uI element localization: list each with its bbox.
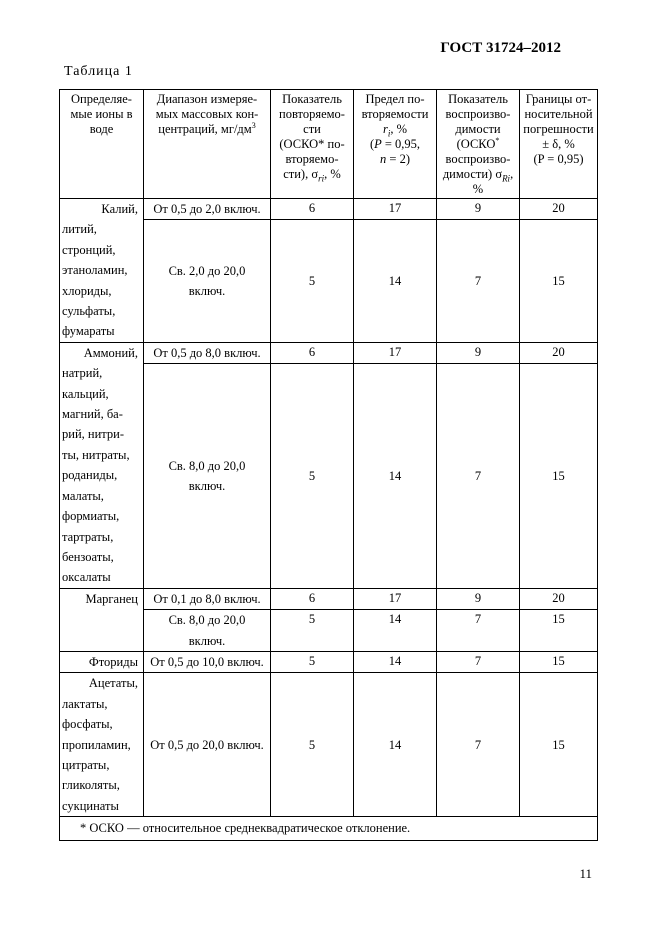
ion-name: фосфаты,: [62, 717, 113, 732]
ion-name: пропиламин,: [62, 737, 131, 752]
ion-name: гликоляты,: [62, 778, 120, 793]
header-repeatability-index: Показатель повторяемо- сти (ОСКО* по- вторяемо- сти), $\sigma_{ri}$, %: [271, 90, 354, 199]
error-bound-cell: 15: [520, 220, 598, 342]
table-caption: Таблица 1: [64, 64, 133, 79]
ion-name: хлориды,: [62, 283, 112, 298]
repeatability-index-cell: 5: [271, 364, 354, 588]
ion-name: стронций,: [62, 242, 116, 257]
range-text: включ.: [188, 284, 226, 299]
range-text: включ.: [188, 478, 226, 493]
range-text: Св. 8,0 до 20,0: [168, 613, 246, 628]
ion-name: лактаты,: [62, 696, 108, 711]
repeatability-limit-cell: 17: [354, 199, 437, 220]
reproducibility-index-cell: 9: [437, 342, 520, 363]
ion-name: этаноламин,: [62, 263, 128, 278]
reproducibility-index-cell: 7: [437, 673, 520, 817]
ion-name: оксалаты: [62, 570, 111, 585]
range-text: От 0,1 до 8,0 включ.: [153, 591, 261, 606]
footnote: * ОСКО — относительное среднеквадратическое отклонение.: [60, 817, 598, 841]
reproducibility-index-cell: 7: [437, 364, 520, 588]
ion-name: сульфаты,: [62, 304, 116, 319]
ions-cell: [60, 199, 144, 343]
document-code: ГОСТ 31724–2012: [440, 40, 561, 56]
range-cell: [144, 220, 271, 342]
range-cell: [144, 342, 271, 363]
header-repeatability-limit: Предел по- вторяемости $r_i$, % (P = 0,95, n = 2): [354, 90, 437, 199]
ion-name: Ацетаты,: [88, 676, 138, 691]
ion-name: сукцинаты: [62, 798, 119, 813]
ion-name: фумараты: [62, 324, 115, 339]
repeatability-index-cell: 5: [271, 651, 354, 672]
range-text: От 0,5 до 20,0 включ.: [150, 737, 264, 752]
repeatability-index-cell: 6: [271, 199, 354, 220]
repeatability-index-cell: 6: [271, 588, 354, 609]
repeatability-limit-cell: 14: [354, 364, 437, 588]
header-error-bounds: Границы от- носительной погрешности ± δ, % (P = 0,95): [520, 90, 598, 199]
ion-name: роданиды,: [62, 468, 118, 483]
ion-name: Аммоний,: [83, 345, 138, 360]
table-row: [60, 651, 598, 672]
ion-name: магний, ба-: [62, 407, 123, 422]
measurement-table: [59, 89, 598, 841]
ion-name: ты, нитраты,: [62, 447, 130, 462]
ion-name: малаты,: [62, 488, 104, 503]
range-cell: [144, 610, 271, 652]
reproducibility-index-cell: 7: [437, 610, 520, 652]
table-row: [60, 342, 598, 363]
ion-name: Фториды: [88, 654, 138, 669]
reproducibility-index-cell: 9: [437, 199, 520, 220]
ion-name: Марганец: [85, 591, 138, 606]
repeatability-limit-cell: 14: [354, 220, 437, 342]
error-bound-cell: 15: [520, 673, 598, 817]
range-text: От 0,5 до 10,0 включ.: [150, 654, 264, 669]
ion-name: кальций,: [62, 386, 109, 401]
ions-cell: [60, 342, 144, 588]
error-bound-cell: 20: [520, 342, 598, 363]
range-text: Св. 8,0 до 20,0: [168, 458, 246, 473]
ion-name: рий, нитри-: [62, 427, 124, 442]
header-range: Диапазон измеряе- мых массовых кон- центраций, $мг/дм^3$: [144, 90, 271, 199]
error-bound-cell: 15: [520, 610, 598, 652]
repeatability-index-cell: 5: [271, 610, 354, 652]
repeatability-index-cell: 5: [271, 673, 354, 817]
error-bound-cell: 15: [520, 651, 598, 672]
ion-name: Калий,: [101, 202, 138, 216]
footnote-row: [60, 817, 598, 841]
ions-cell: [60, 588, 144, 651]
reproducibility-index-cell: 9: [437, 588, 520, 609]
repeatability-limit-cell: 17: [354, 588, 437, 609]
repeatability-limit-cell: 17: [354, 342, 437, 363]
table-header-row: [60, 90, 598, 199]
ion-name: литий,: [62, 222, 97, 237]
error-bound-cell: 20: [520, 588, 598, 609]
repeatability-limit-cell: 14: [354, 651, 437, 672]
range-text: включ.: [188, 633, 226, 648]
header-ions: Определяе- мые ионы в воде: [60, 90, 144, 199]
reproducibility-index-cell: 7: [437, 651, 520, 672]
ion-name: натрий,: [62, 366, 103, 381]
ions-cell: [60, 673, 144, 817]
repeatability-limit-cell: 14: [354, 610, 437, 652]
range-cell: [144, 588, 271, 609]
range-text: От 0,5 до 8,0 включ.: [153, 345, 261, 360]
error-bound-cell: 15: [520, 364, 598, 588]
ion-name: формиаты,: [62, 509, 120, 524]
header-reproducibility-index: Показатель воспроизво- димости (ОСКО* воспроизво- димости) $\sigma_{Ri}$, %: [437, 90, 520, 199]
range-cell: [144, 673, 271, 817]
ion-name: тартраты,: [62, 529, 114, 544]
ion-name: цитраты,: [62, 757, 110, 772]
reproducibility-index-cell: 7: [437, 220, 520, 342]
page-number: 11: [579, 866, 592, 881]
table-row: [60, 673, 598, 817]
ions-cell: [60, 651, 144, 672]
range-cell: [144, 364, 271, 588]
table-row: [60, 588, 598, 609]
repeatability-limit-cell: 14: [354, 673, 437, 817]
range-cell: [144, 199, 271, 220]
range-cell: [144, 651, 271, 672]
range-text: От 0,5 до 2,0 включ.: [153, 202, 261, 216]
ion-name: бензоаты,: [62, 549, 114, 564]
error-bound-cell: 20: [520, 199, 598, 220]
repeatability-index-cell: 6: [271, 342, 354, 363]
repeatability-index-cell: 5: [271, 220, 354, 342]
range-text: Св. 2,0 до 20,0: [168, 263, 246, 278]
table-row: [60, 199, 598, 220]
